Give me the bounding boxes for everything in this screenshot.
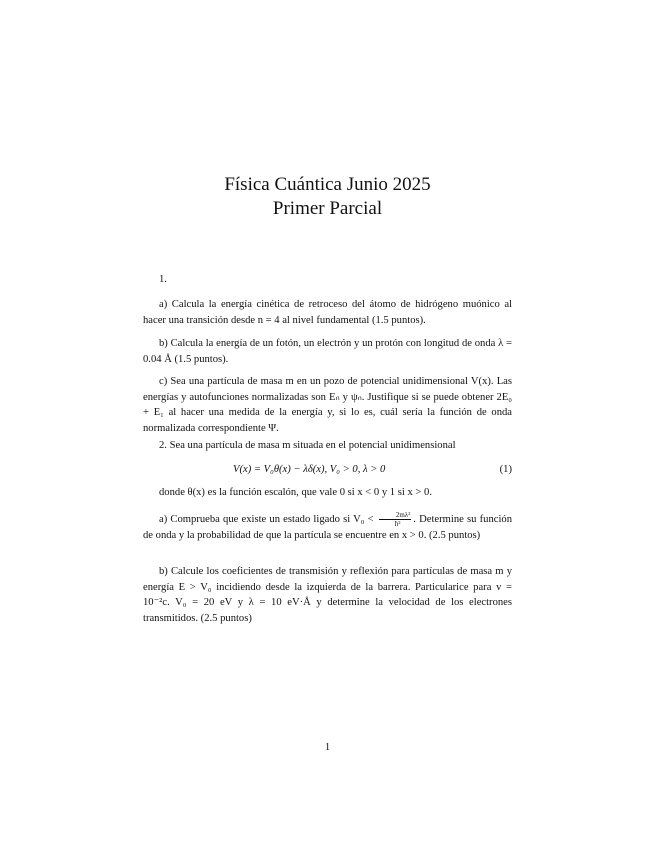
question-2b: b) Calcule los coeficientes de transmisión y reflexión para partículas de masa m y energía E > V₀ incidiendo desde la izquierda de la barrera. Particularice para v = 10⁻²c. V₀ = 20 eV y λ = 10 eV·Å y determine la velocidad de los electrones transmitidos. (2.5 puntos) xyxy=(143,566,512,624)
equation-body: V(x) = V₀θ(x) − λδ(x), V₀ > 0, λ > 0 xyxy=(233,464,386,475)
page-number: 1 xyxy=(324,742,331,753)
question-2a xyxy=(143,511,512,544)
question-2a-pre: a) Comprueba que existe un estado ligado si V₀ < xyxy=(159,513,374,525)
question-1b: b) Calcula la energía de un fotón, un electrón y un protón con longitud de onda λ = 0.04 Å (1.5 puntos). xyxy=(143,338,512,365)
question-1c: c) Sea una partícula de masa m en un pozo de potencial unidimensional V(x). Las energías y autofunciones normalizadas son Eₙ y ψₙ. Justifique si se puede obtener 2E₀ + E₁ al hacer una medida de la energía y, si lo es, cuál sería la función de onda normalizada correspondiente Ψ. xyxy=(143,376,512,434)
question-1-number: 1. xyxy=(159,274,167,285)
bound-state-fraction xyxy=(379,511,411,528)
question-2a-post: . Determine su función de onda y la probabilidad de que la partícula se encuentre en x > 0. (2.5 puntos) xyxy=(143,513,512,541)
fraction-numerator: 2mλ² xyxy=(379,511,411,520)
exam-title: Física Cuántica Junio 2025 xyxy=(224,174,431,195)
equation-number: (1) xyxy=(499,464,512,475)
question-1a: a) Calcula la energía cinética de retroceso del átomo de hidrógeno muónico al hacer una transición desde n = 4 al nivel fundamental (1.5 puntos). xyxy=(143,299,512,326)
question-2-after: donde θ(x) es la función escalón, que vale 0 si x < 0 y 1 si x > 0. xyxy=(159,487,432,498)
exam-subtitle: Primer Parcial xyxy=(272,198,383,219)
question-2-intro: 2. Sea una partícula de masa m situada en el potencial unidimensional xyxy=(159,440,456,451)
equation-1 xyxy=(143,462,512,480)
fraction-denominator: ħ² xyxy=(394,520,401,528)
